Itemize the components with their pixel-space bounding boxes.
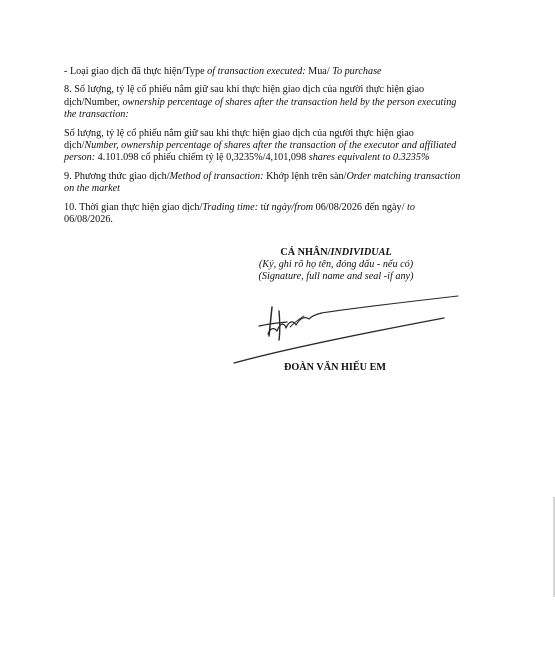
item-8-heading: 8. Số lượng, tỷ lệ cổ phiếu nắm giữ sau khi thực hiện giao dịch của người thực hiện giao dịch/Number, ownership percentage of shares after the transaction held by the person executing the transaction: [64,84,457,121]
document-body [64,66,462,232]
signature-note-vi: (Ký, ghi rõ họ tên, đóng dấu - nếu có) [258,259,414,271]
item-10-trading-time: 10. Thời gian thực hiện giao dịch/Trading time: từ ngày/from 06/08/2026 đến ngày/ to 06/08/2026. [64,201,415,226]
holding-after-transaction: Số lượng, tỷ lệ cổ phiếu nắm giữ sau khi thực hiện giao dịch của người thực hiện giao dịch/Number, ownership percentage of shares after the transaction of the executor and affiliated person: 4.101.098 cổ phiếu chiếm tỷ lệ 0,3235%/4,101,098 shares equivalent to 0.3235% [64,127,457,164]
signature-block [236,247,436,284]
signature-heading: CÁ NHÂN/INDIVIDUAL [280,247,392,258]
handwritten-signature [228,283,460,365]
item-9-method: 9. Phương thức giao dịch/Method of transaction: Khớp lệnh trên sàn/Order matching transaction on the market [64,170,461,195]
signer-name: ĐOÀN VĂN HIẾU EM [284,362,386,373]
transaction-type-line: - Loại giao dịch đã thực hiện/Type of transaction executed: Mua/ To purchase [64,66,382,77]
signature-note-en: (Signature, full name and seal -if any) [258,271,414,283]
